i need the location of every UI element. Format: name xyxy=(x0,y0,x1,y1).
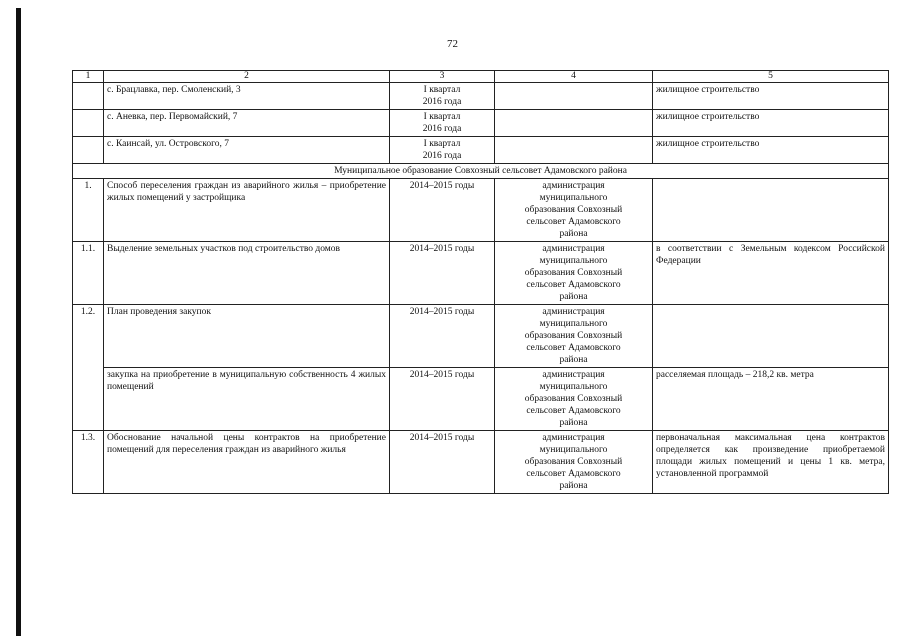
row-period: 2014–2015 годы xyxy=(390,305,495,368)
row-number: 1.3. xyxy=(73,431,104,494)
row-responsible xyxy=(495,137,653,164)
table-row xyxy=(73,83,889,110)
row-period: 2014–2015 годы xyxy=(390,368,495,431)
header-cell: 5 xyxy=(653,71,889,83)
row-period: 2014–2015 годы xyxy=(390,431,495,494)
row-period: I квартал 2016 года xyxy=(390,137,495,164)
header-row xyxy=(73,71,889,83)
table-row xyxy=(73,368,889,431)
table-row xyxy=(73,137,889,164)
row-note: в соответствии с Земельным кодексом Российской Федерации xyxy=(653,242,889,305)
header-cell: 4 xyxy=(495,71,653,83)
row-period: 2014–2015 годы xyxy=(390,242,495,305)
row-note: жилищное строительство xyxy=(653,110,889,137)
row-number: 1.2. xyxy=(73,305,104,431)
row-period: I квартал 2016 года xyxy=(390,110,495,137)
row-note: жилищное строительство xyxy=(653,137,889,164)
page-number: 72 xyxy=(447,38,458,50)
row-period: I квартал 2016 года xyxy=(390,83,495,110)
row-responsible: администрация муниципального образования Совхозный сельсовет Адамовского района xyxy=(495,242,653,305)
row-note: жилищное строительство xyxy=(653,83,889,110)
section-title: Муниципальное образование Совхозный сельсовет Адамовского района xyxy=(73,164,889,179)
table-row xyxy=(73,305,889,368)
header-cell: 1 xyxy=(73,71,104,83)
row-responsible: администрация муниципального образования Совхозный сельсовет Адамовского района xyxy=(495,179,653,242)
table-row xyxy=(73,179,889,242)
table-row xyxy=(73,242,889,305)
row-description: закупка на приобретение в муниципальную собственность 4 жилых помещений xyxy=(104,368,390,431)
row-note xyxy=(653,179,889,242)
row-responsible: администрация муниципального образования Совхозный сельсовет Адамовского района xyxy=(495,305,653,368)
header-cell: 2 xyxy=(104,71,390,83)
row-number: 1. xyxy=(73,179,104,242)
row-responsible xyxy=(495,110,653,137)
scan-edge-bar xyxy=(16,8,21,636)
table-row xyxy=(73,431,889,494)
row-number xyxy=(73,83,104,110)
row-number xyxy=(73,110,104,137)
row-address: с. Брацлавка, пер. Смоленский, 3 xyxy=(104,83,390,110)
header-cell: 3 xyxy=(390,71,495,83)
section-row xyxy=(73,164,889,179)
row-number xyxy=(73,137,104,164)
row-responsible: администрация муниципального образования Совхозный сельсовет Адамовского района xyxy=(495,431,653,494)
row-note: расселяемая площадь – 218,2 кв. метра xyxy=(653,368,889,431)
row-description: Выделение земельных участков под строительство домов xyxy=(104,242,390,305)
row-note xyxy=(653,305,889,368)
row-note: первоначальная максимальная цена контрактов определяется как произведение приобретаемой площади жилых помещений и цены 1 кв. метра, установленной программой xyxy=(653,431,889,494)
row-address: с. Аневка, пер. Первомайский, 7 xyxy=(104,110,390,137)
table-row xyxy=(73,110,889,137)
row-description: План проведения закупок xyxy=(104,305,390,368)
row-responsible: администрация муниципального образования Совхозный сельсовет Адамовского района xyxy=(495,368,653,431)
row-responsible xyxy=(495,83,653,110)
row-description: Обоснование начальной цены контрактов на приобретение помещений для переселения граждан из аварийного жилья xyxy=(104,431,390,494)
row-period: 2014–2015 годы xyxy=(390,179,495,242)
row-address: с. Каинсай, ул. Островского, 7 xyxy=(104,137,390,164)
program-table xyxy=(72,70,889,494)
row-description: Способ переселения граждан из аварийного жилья – приобретение жилых помещений у застройщика xyxy=(104,179,390,242)
row-number: 1.1. xyxy=(73,242,104,305)
